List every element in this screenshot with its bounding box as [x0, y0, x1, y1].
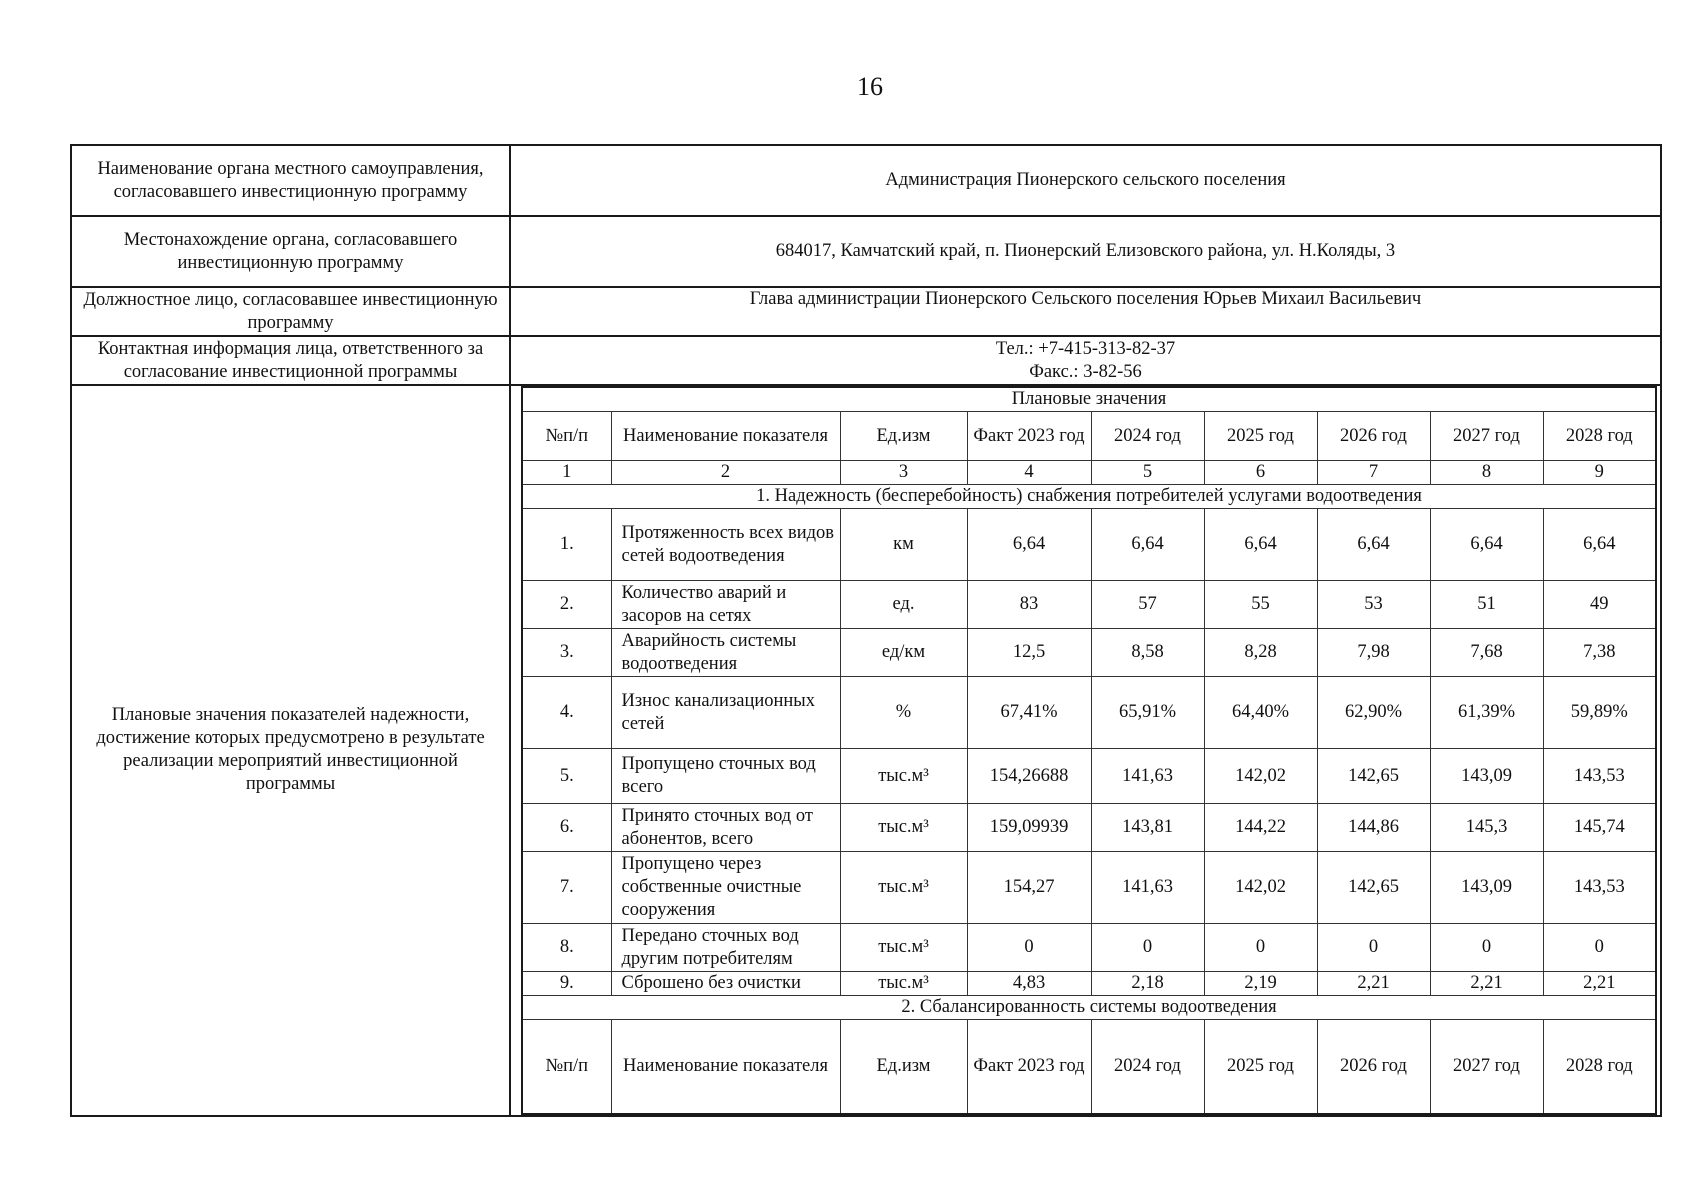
value-cell: 53: [1317, 581, 1430, 629]
contact-row: [71, 336, 1661, 385]
row-number: 3.: [522, 629, 611, 677]
indicator-name: Принято сточных вод от абонентов, всего: [611, 804, 840, 852]
row-number: 7.: [522, 852, 611, 924]
indicator-name: Сброшено без очистки: [611, 972, 840, 996]
row-number: 5.: [522, 749, 611, 804]
value-cell: 59,89%: [1543, 677, 1656, 749]
value-cell: 141,63: [1091, 852, 1204, 924]
value-cell: 7,38: [1543, 629, 1656, 677]
header-cell: 2025 год: [1204, 1020, 1317, 1114]
value-cell: 57: [1091, 581, 1204, 629]
indicator-row: [522, 629, 1656, 677]
value-cell: 143,53: [1543, 852, 1656, 924]
column-number: 4: [967, 461, 1091, 485]
indicator-name: Передано сточных вод другим потребителям: [611, 924, 840, 972]
value-cell: 12,5: [967, 629, 1091, 677]
header-cell: Факт 2023 год: [967, 412, 1091, 461]
authority-row: [71, 145, 1661, 216]
unit: ед/км: [840, 629, 967, 677]
column-number: 9: [1543, 461, 1656, 485]
indicator-name: Износ канализационных сетей: [611, 677, 840, 749]
planned-title-row: [522, 387, 1656, 412]
contact-value: [510, 336, 1661, 385]
official-row: [71, 287, 1661, 336]
header-row-2: [522, 1020, 1656, 1114]
value-cell: 2,19: [1204, 972, 1317, 996]
unit: тыс.м³: [840, 852, 967, 924]
value-cell: 142,02: [1204, 852, 1317, 924]
value-cell: 55: [1204, 581, 1317, 629]
header-cell: Факт 2023 год: [967, 1020, 1091, 1114]
value-cell: 49: [1543, 581, 1656, 629]
value-cell: 2,21: [1317, 972, 1430, 996]
row-number: 1.: [522, 509, 611, 581]
column-number: 2: [611, 461, 840, 485]
value-cell: 154,26688: [967, 749, 1091, 804]
value-cell: 2,21: [1543, 972, 1656, 996]
indicator-name: Протяженность всех видов сетей водоотведения: [611, 509, 840, 581]
value-cell: 7,98: [1317, 629, 1430, 677]
unit: %: [840, 677, 967, 749]
unit: км: [840, 509, 967, 581]
investment-program-table: [70, 144, 1662, 1117]
header-cell: 2024 год: [1091, 412, 1204, 461]
planned-title: Плановые значения: [522, 387, 1656, 412]
location-label: Местонахождение органа, согласовавшего инвестиционную программу: [71, 216, 510, 287]
value-cell: 141,63: [1091, 749, 1204, 804]
row-number: 8.: [522, 924, 611, 972]
value-cell: 142,65: [1317, 852, 1430, 924]
indicator-row: [522, 581, 1656, 629]
value-cell: 64,40%: [1204, 677, 1317, 749]
value-cell: 6,64: [1091, 509, 1204, 581]
planned-values-cell: [510, 385, 1661, 1116]
value-cell: 142,65: [1317, 749, 1430, 804]
contact-phone: Тел.: +7-415-313-82-37: [995, 338, 1176, 359]
planned-values-row: [71, 385, 1661, 1116]
indicator-row: [522, 509, 1656, 581]
section-2-row: [522, 996, 1656, 1020]
official-label: Должностное лицо, согласовавшее инвестиционную программу: [71, 287, 510, 336]
header-cell: 2026 год: [1317, 1020, 1430, 1114]
contact-fax: Факс.: 3-82-56: [1029, 361, 1142, 382]
row-number: 4.: [522, 677, 611, 749]
value-cell: 61,39%: [1430, 677, 1543, 749]
indicator-row: [522, 852, 1656, 924]
value-cell: 0: [1091, 924, 1204, 972]
indicator-row: [522, 749, 1656, 804]
value-cell: 159,09939: [967, 804, 1091, 852]
header-cell: 2028 год: [1543, 1020, 1656, 1114]
unit: тыс.м³: [840, 924, 967, 972]
header-cell: 2026 год: [1317, 412, 1430, 461]
value-cell: 83: [967, 581, 1091, 629]
authority-label: Наименование органа местного самоуправления, согласовавшего инвестиционную программу: [71, 145, 510, 216]
indicator-row: [522, 924, 1656, 972]
value-cell: 51: [1430, 581, 1543, 629]
location-value: 684017, Камчатский край, п. Пионерский Елизовского района, ул. Н.Коляды, 3: [510, 216, 1661, 287]
value-cell: 143,09: [1430, 749, 1543, 804]
column-number: 7: [1317, 461, 1430, 485]
unit: тыс.м³: [840, 972, 967, 996]
value-cell: 6,64: [967, 509, 1091, 581]
value-cell: 0: [1430, 924, 1543, 972]
row-number: 9.: [522, 972, 611, 996]
header-cell: Наименование показателя: [611, 412, 840, 461]
value-cell: 2,18: [1091, 972, 1204, 996]
row-number: 6.: [522, 804, 611, 852]
row-number: 2.: [522, 581, 611, 629]
value-cell: 62,90%: [1317, 677, 1430, 749]
header-cell: Ед.изм: [840, 412, 967, 461]
header-cell: 2025 год: [1204, 412, 1317, 461]
location-row: [71, 216, 1661, 287]
header-cell: №п/п: [522, 1020, 611, 1114]
column-number-row: [522, 461, 1656, 485]
value-cell: 6,64: [1430, 509, 1543, 581]
section-1-row: [522, 485, 1656, 509]
indicator-name: Количество аварий и засоров на сетях: [611, 581, 840, 629]
value-cell: 65,91%: [1091, 677, 1204, 749]
column-number: 3: [840, 461, 967, 485]
value-cell: 143,09: [1430, 852, 1543, 924]
official-value: Глава администрации Пионерского Сельского поселения Юрьев Михаил Васильевич: [510, 287, 1661, 336]
value-cell: 154,27: [967, 852, 1091, 924]
value-cell: 143,81: [1091, 804, 1204, 852]
value-cell: 144,22: [1204, 804, 1317, 852]
value-cell: 0: [1204, 924, 1317, 972]
header-cell: 2027 год: [1430, 412, 1543, 461]
section-2-title: 2. Сбалансированность системы водоотведения: [522, 996, 1656, 1020]
value-cell: 6,64: [1317, 509, 1430, 581]
section-1-title: 1. Надежность (бесперебойность) снабжения потребителей услугами водоотведения: [522, 485, 1656, 509]
value-cell: 8,28: [1204, 629, 1317, 677]
value-cell: 2,21: [1430, 972, 1543, 996]
header-cell: 2028 год: [1543, 412, 1656, 461]
value-cell: 67,41%: [967, 677, 1091, 749]
column-number: 6: [1204, 461, 1317, 485]
value-cell: 6,64: [1204, 509, 1317, 581]
column-number: 8: [1430, 461, 1543, 485]
indicator-name: Пропущено через собственные очистные сооружения: [611, 852, 840, 924]
header-cell: №п/п: [522, 412, 611, 461]
value-cell: 145,3: [1430, 804, 1543, 852]
header-cell: 2027 год: [1430, 1020, 1543, 1114]
planned-label: Плановые значения показателей надежности, достижение которых предусмотрено в результате реализации мероприятий инвестиционной программы: [71, 385, 510, 1116]
value-cell: 143,53: [1543, 749, 1656, 804]
unit: тыс.м³: [840, 804, 967, 852]
contact-label: Контактная информация лица, ответственного за согласование инвестиционной программы: [71, 336, 510, 385]
unit: ед.: [840, 581, 967, 629]
header-cell: Ед.изм: [840, 1020, 967, 1114]
value-cell: 0: [967, 924, 1091, 972]
unit: тыс.м³: [840, 749, 967, 804]
header-row: [522, 412, 1656, 461]
value-cell: 4,83: [967, 972, 1091, 996]
planned-values-table: [521, 386, 1657, 1115]
value-cell: 142,02: [1204, 749, 1317, 804]
value-cell: 144,86: [1317, 804, 1430, 852]
indicator-row: [522, 677, 1656, 749]
header-cell: Наименование показателя: [611, 1020, 840, 1114]
value-cell: 0: [1543, 924, 1656, 972]
value-cell: 8,58: [1091, 629, 1204, 677]
value-cell: 6,64: [1543, 509, 1656, 581]
column-number: 1: [522, 461, 611, 485]
value-cell: 7,68: [1430, 629, 1543, 677]
header-cell: 2024 год: [1091, 1020, 1204, 1114]
value-cell: 0: [1317, 924, 1430, 972]
indicator-name: Пропущено сточных вод всего: [611, 749, 840, 804]
indicator-row: [522, 804, 1656, 852]
value-cell: 145,74: [1543, 804, 1656, 852]
column-number: 5: [1091, 461, 1204, 485]
indicator-name: Аварийность системы водоотведения: [611, 629, 840, 677]
authority-value: Администрация Пионерского сельского поселения: [510, 145, 1661, 216]
indicator-row: [522, 972, 1656, 996]
page-number: 16: [857, 72, 883, 101]
